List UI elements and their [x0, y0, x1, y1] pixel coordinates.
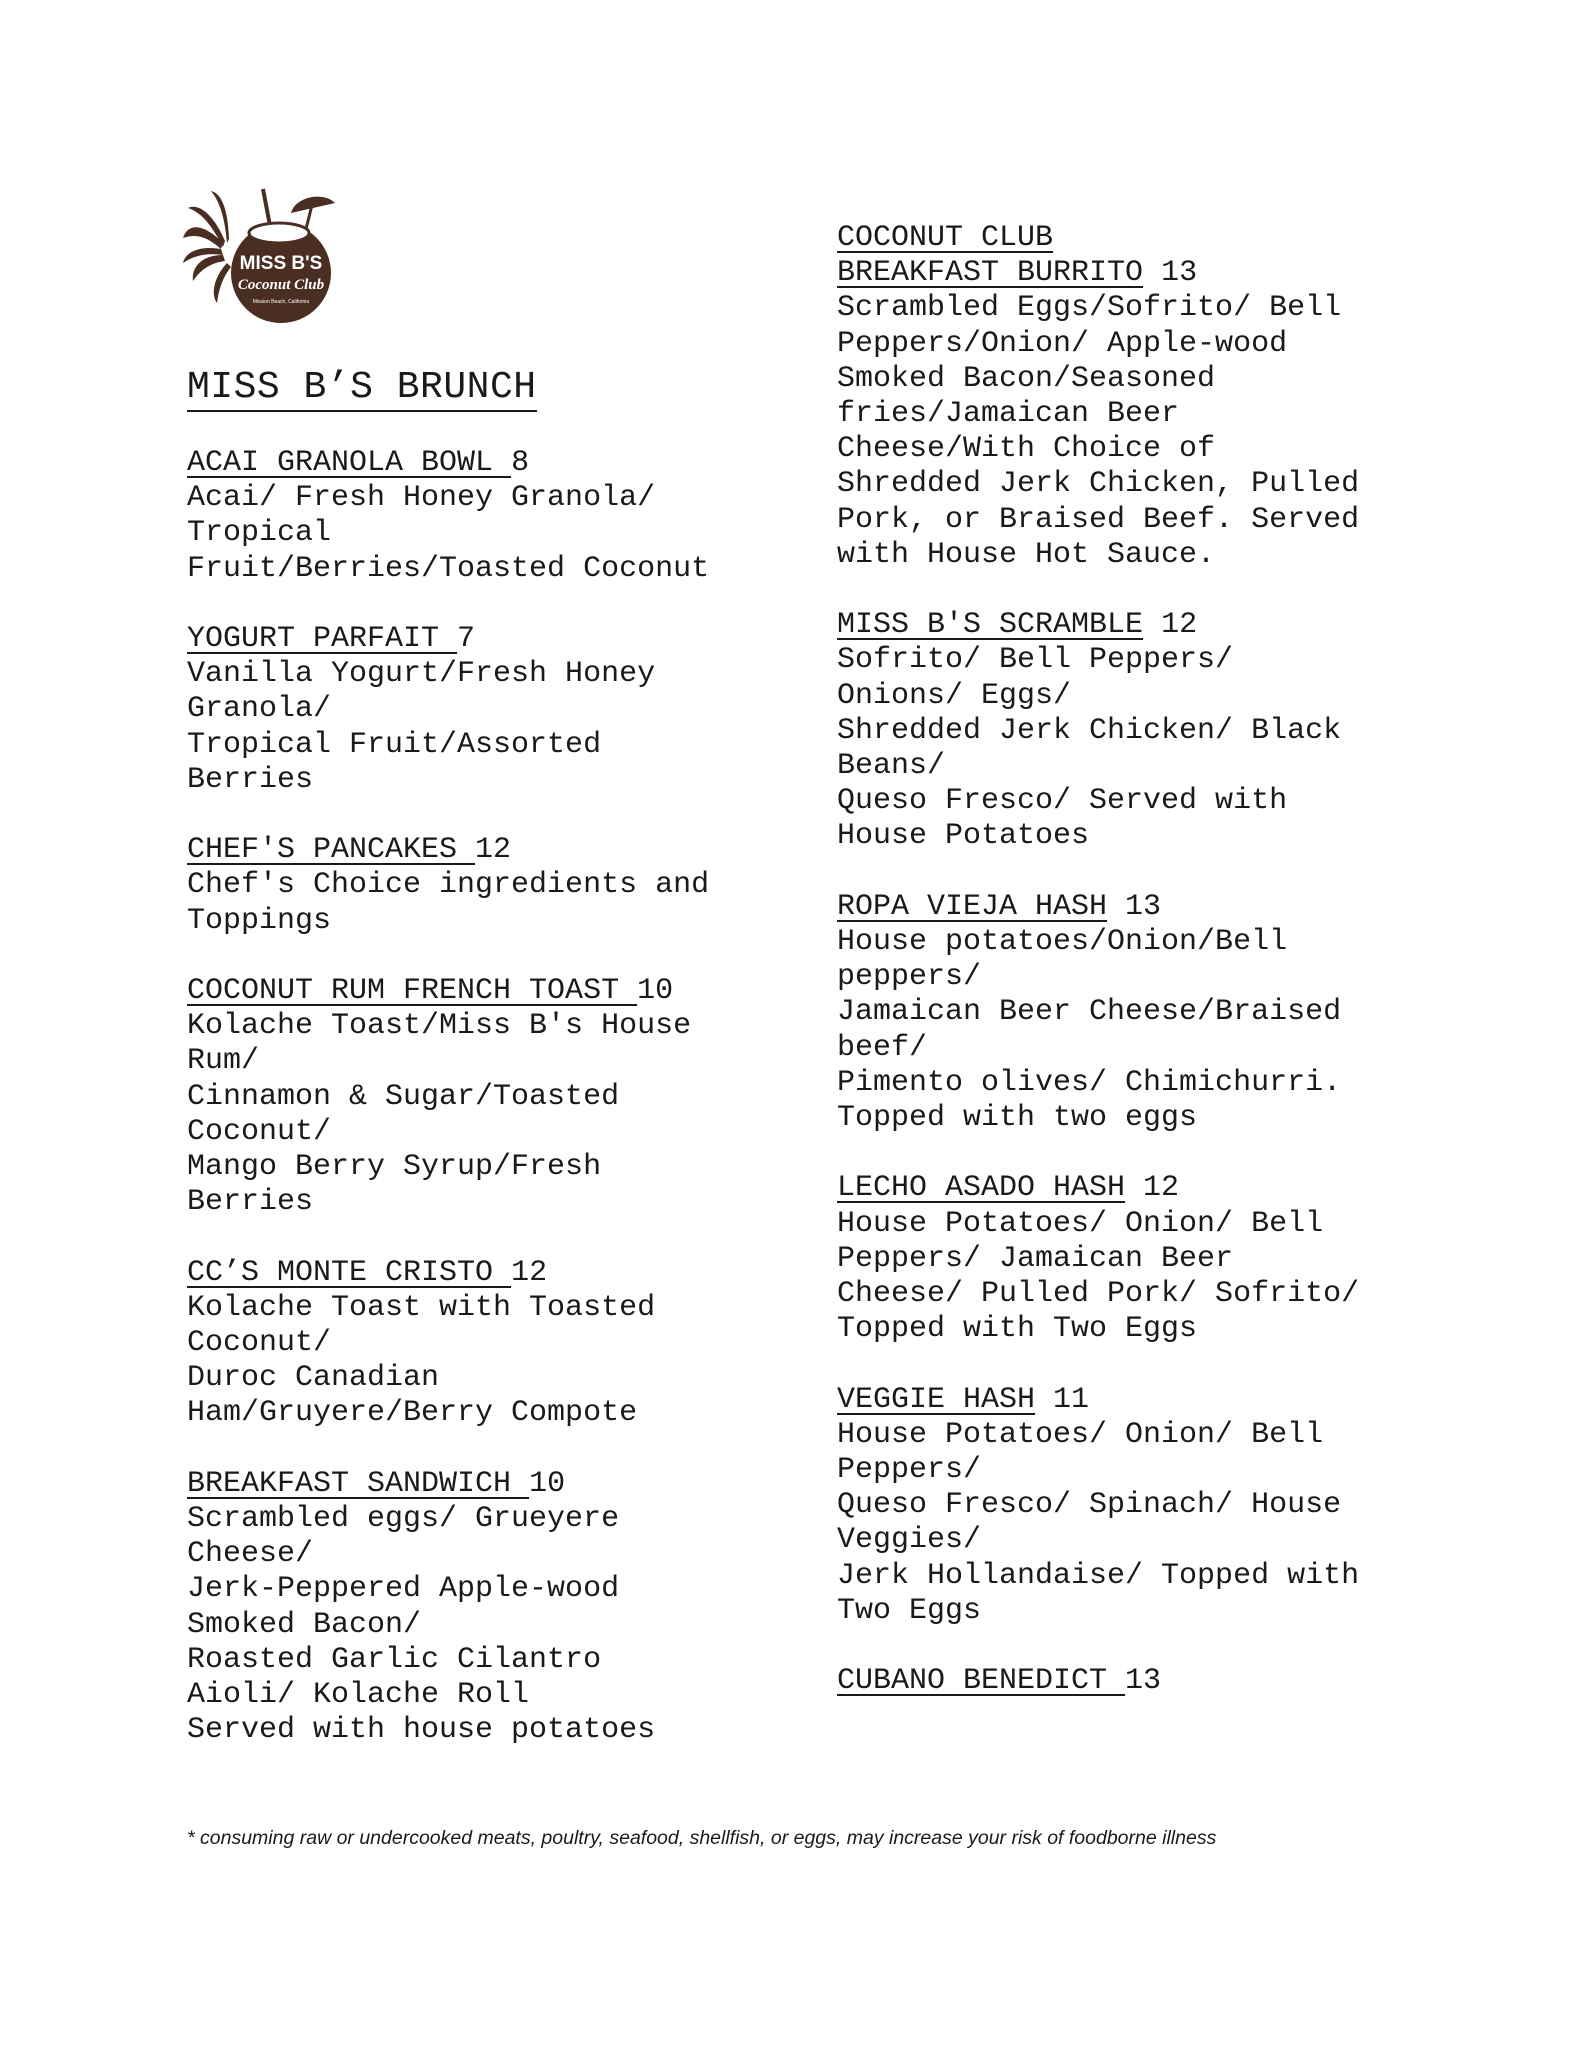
item-name: CHEF'S PANCAKES — [187, 833, 476, 868]
item-name: ACAI GRANOLA BOWL — [187, 446, 512, 480]
item-description-line: House Potatoes — [837, 819, 1090, 854]
item-price: 8 — [511, 446, 530, 480]
item-description-line: Jamaican Beer Cheese/Braised — [837, 995, 1342, 1030]
menu-item — [837, 1171, 1447, 1347]
item-price: 7 — [457, 622, 476, 656]
item-description-line: Veggies/ — [837, 1523, 982, 1558]
menu-item — [837, 221, 1447, 573]
item-description-line: Coconut/ — [187, 1114, 332, 1149]
item-description-line: Rum/ — [187, 1044, 260, 1079]
item-description-line: Toppings — [187, 903, 332, 938]
item-description-line: Kolache Toast with Toasted — [187, 1290, 656, 1325]
item-description-line: Two Eggs — [837, 1593, 982, 1628]
item-description-line: Pimento olives/ Chimichurri. — [837, 1065, 1342, 1100]
logo-text-1: MISS B'S — [239, 253, 323, 274]
item-description-line: Tropical — [187, 516, 332, 551]
item-description-line: Onions/ Eggs/ — [837, 678, 1072, 713]
item-description-line: Sofrito/ Bell Peppers/ — [837, 643, 1234, 678]
item-price: 13 — [1107, 889, 1162, 924]
logo — [183, 183, 357, 325]
logo-text-2: Coconut Club — [237, 277, 325, 293]
item-description-line: House Potatoes/ Onion/ Bell — [837, 1417, 1324, 1452]
item-name: ROPA VIEJA HASH — [837, 889, 1108, 924]
item-description-line: Acai/ Fresh Honey Granola/ — [187, 481, 656, 516]
menu-item — [187, 974, 797, 1220]
item-description-line: Kolache Toast/Miss B's House — [187, 1009, 692, 1044]
item-description-line: Peppers/ — [837, 1453, 982, 1488]
item-name: YOGURT PARFAIT — [187, 622, 458, 656]
menu-item — [187, 622, 797, 798]
item-description-line: Jerk Hollandaise/ Topped with — [837, 1558, 1360, 1593]
item-description-line: with House Hot Sauce. — [837, 537, 1216, 572]
item-description-line: Berries — [187, 762, 314, 797]
item-price: 12 — [1143, 608, 1198, 643]
item-description-line: Coconut/ — [187, 1326, 332, 1361]
item-description-line: Peppers/Onion/ Apple-wood — [837, 326, 1288, 361]
item-name: MISS B'S SCRAMBLE — [837, 608, 1144, 643]
item-name: BREAKFAST BURRITO — [837, 256, 1144, 291]
menu-item — [837, 890, 1447, 1136]
item-price: 12 — [511, 1255, 548, 1290]
menu-item — [187, 1467, 797, 1749]
item-description-line: Granola/ — [187, 692, 332, 727]
item-price: 12 — [475, 833, 512, 868]
item-description-line: Jerk-Peppered Apple-wood — [187, 1572, 620, 1607]
menu-item — [837, 1383, 1447, 1629]
item-description-line: Topped with Two Eggs — [837, 1312, 1198, 1347]
item-price: 10 — [637, 974, 674, 1008]
item-description-line: Shredded Jerk Chicken, Pulled — [837, 467, 1360, 502]
item-description-line: beef/ — [837, 1030, 928, 1065]
item-description-line: Queso Fresco/ Served with — [837, 784, 1288, 819]
logo-text-3: Mission Beach, California — [252, 299, 310, 305]
item-description-line: Roasted Garlic Cilantro — [187, 1642, 602, 1677]
item-description-line: Cheese/With Choice of — [837, 432, 1216, 467]
menu-item — [187, 1256, 797, 1432]
item-description-line: Vanilla Yogurt/Fresh Honey — [187, 657, 656, 692]
item-name: LECHO ASADO HASH — [837, 1171, 1126, 1206]
item-description-line: peppers/ — [837, 960, 982, 995]
item-price: 12 — [1125, 1171, 1180, 1206]
item-name: VEGGIE HASH — [837, 1382, 1036, 1417]
item-name: CUBANO BENEDICT — [837, 1664, 1126, 1699]
item-description-line: Scrambled eggs/ Grueyere — [187, 1502, 620, 1537]
item-description-line: Scrambled Eggs/Sofrito/ Bell — [837, 291, 1342, 326]
menu-title: MISS B’S BRUNCH — [187, 366, 537, 412]
item-price: 10 — [529, 1466, 566, 1501]
menu-item — [837, 1664, 1447, 1699]
item-description-line: Aioli/ Kolache Roll — [187, 1678, 530, 1713]
item-description-line: Beans/ — [837, 749, 946, 784]
item-name: COCONUT RUM FRENCH TOAST — [187, 974, 638, 1008]
item-description-line: House Potatoes/ Onion/ Bell — [837, 1206, 1324, 1241]
item-price: 13 — [1143, 256, 1198, 291]
item-description-line: Fruit/Berries/Toasted Coconut — [187, 551, 710, 586]
item-description-line: Served with house potatoes — [187, 1713, 656, 1748]
item-name: CC’S MONTE CRISTO — [187, 1255, 512, 1290]
menu-item — [187, 833, 797, 939]
item-price: 11 — [1035, 1382, 1090, 1417]
item-description-line: fries/Jamaican Beer — [837, 397, 1180, 432]
item-description-line: Duroc Canadian — [187, 1361, 440, 1396]
menu-column-left — [187, 446, 797, 1784]
item-description-line: Smoked Bacon/Seasoned — [837, 361, 1216, 396]
item-price: 13 — [1125, 1664, 1162, 1699]
item-description-line: Cheese/ — [187, 1537, 314, 1572]
menu-column-right — [837, 221, 1447, 1735]
item-description-line: Queso Fresco/ Spinach/ House — [837, 1488, 1342, 1523]
menu-item — [837, 608, 1447, 854]
item-description-line: Cheese/ Pulled Pork/ Sofrito/ — [837, 1277, 1360, 1312]
item-description-line: Smoked Bacon/ — [187, 1607, 422, 1642]
item-name: BREAKFAST SANDWICH — [187, 1466, 530, 1501]
item-description-line: Pork, or Braised Beef. Served — [837, 502, 1360, 537]
item-description-line: House potatoes/Onion/Bell — [837, 925, 1288, 960]
item-name-line: COCONUT CLUB — [837, 221, 1054, 255]
item-description-line: Topped with two eggs — [837, 1101, 1198, 1136]
item-description-line: Tropical Fruit/Assorted — [187, 727, 602, 762]
item-description-line: Ham/Gruyere/Berry Compote — [187, 1396, 638, 1431]
item-description-line: Shredded Jerk Chicken/ Black — [837, 713, 1342, 748]
menu-item — [187, 446, 797, 587]
coconut-logo-icon — [183, 183, 357, 325]
item-description-line: Chef's Choice ingredients and — [187, 868, 710, 903]
item-description-line: Mango Berry Syrup/Fresh — [187, 1150, 602, 1185]
allergy-footnote: * consuming raw or undercooked meats, poultry, seafood, shellfish, or eggs, may increase your risk of foodborne illness — [187, 1827, 1217, 1849]
item-description-line: Cinnamon & Sugar/Toasted — [187, 1079, 620, 1114]
item-description-line: Berries — [187, 1185, 314, 1220]
item-description-line: Peppers/ Jamaican Beer — [837, 1241, 1234, 1276]
